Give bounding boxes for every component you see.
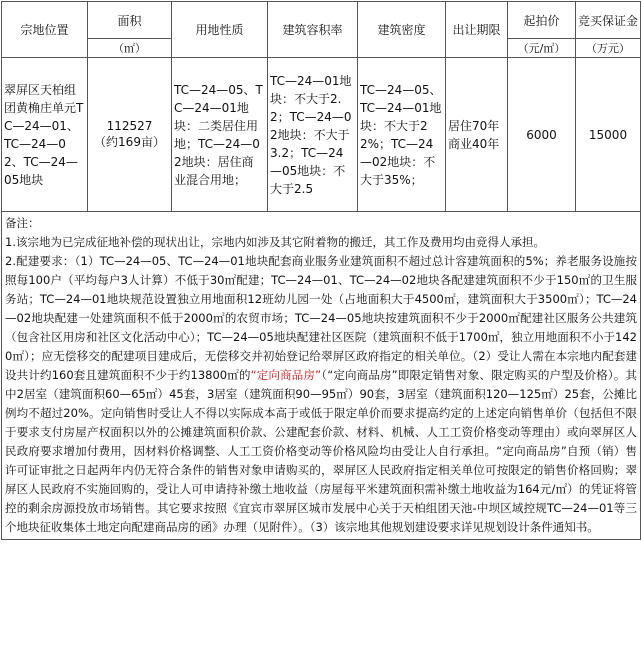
cell-deposit: 15000 <box>576 58 641 212</box>
notes-highlight-red: “定向商品房” <box>250 368 322 382</box>
cell-use: TC—24—05、TC—24—01地块：二类居住用地；TC—24—02地块：居住商业混合用地； <box>172 58 268 212</box>
area-mu: （约169亩） <box>94 135 165 149</box>
header-row <box>2 2 641 39</box>
cell-far: TC—24—01地块：不大于2.2；TC—24—02地块：不大于3.2；TC—24—05地块：不大于2.5 <box>268 58 358 212</box>
notes-title: 备注： <box>5 216 40 230</box>
notes-item-2-part-a: 2.配建要求：（1）TC—24—05、TC—24—01地块配套商业服务业建筑面积不超过总计容建筑面积的5%；养老服务设施按照每100户（平均每户3人计算）不低于30㎡配建；TC—24—01、TC—24—02地块各配建建筑面积不少于150㎡的卫生服务站；TC—24—01地块规范设置独立用地面积12班幼儿园一处（占地面积大于4500㎡，建筑面积大于3500㎡）；TC—24—02地块配建一处建筑面积不低于2000㎡的农贸市场；TC—24—05地块按建筑面积不少于2000㎡配建社区服务公共建筑（包含社区用房和社区文化活动中心）；TC—24—05地块配建社区医院（建筑面积不低于1700㎡，独立用地面积不小于1420㎡）；应无偿移交的配建项目建成后，无偿移交并初始登记给翠屏区政府指定的相关单位。（2）受让人需在本宗地内配套建设共计约160套且建筑面积不少于约13800㎡的 <box>5 254 637 382</box>
header-location: 宗地位置 <box>2 2 88 58</box>
data-row <box>2 58 641 212</box>
notes-item-2 <box>5 252 637 537</box>
cell-density: TC—24—05、TC—24—01地块：不大于22%；TC—24—02地块：不大于35%； <box>358 58 446 212</box>
notes-item-2-part-b: （“定向商品房”即限定销售对象、限定购买的户型及价格）。其中2居室（建筑面积60—65㎡）45套，3居室（建筑面积90—95㎡）90套，3居室（建筑面积120—125㎡）25套，公摊比例均不超过20%。定向销售时受让人不得以实际成本高于或低于限定单价而要求提高约定的上述定向销售单价（包括但不限于要求支付房屋产权面积以外的公摊建筑面积价款、公建配套价款、材料、机械、人工工资价格变动等理由）或向翠屏区人民政府要求增加付费用，因材料价格调整、人工工资价格变动等价格风险均由受让人自行承担。“定向商品房”自预（销）售许可证审批之日起两年内仍无符合条件的销售对象申请购买的，翠屏区人民政府指定相关单位可按限定的销售价格回购；翠屏区人民政府不实施回购的，受让人可申请持补缴土地收益（房屋每平米建筑面积需补缴土地收益为164元/㎡）的凭证将管控的剩余房源投放市场销售。其它要求按照《宜宾市翠屏区城市发展中心关于天柏组团天池-中坝区域控规TC—24—01等三个地块征收集体土地定向配建商品房的函》办理（见附件）。（3）该宗地其他规划建设要求详见规划设计条件通知书。 <box>5 368 637 534</box>
area-unit: （㎡） <box>88 39 172 58</box>
header-deposit: 竞买保证金 <box>576 2 641 39</box>
cell-term: 居住70年商业40年 <box>446 58 508 212</box>
notes-row <box>2 212 641 540</box>
header-far: 建筑容积率 <box>268 2 358 58</box>
cell-start-price: 6000 <box>508 58 576 212</box>
notes-cell <box>2 212 641 540</box>
cell-area <box>88 58 172 212</box>
header-start-price: 起拍价 <box>508 2 576 39</box>
header-density: 建筑密度 <box>358 2 446 58</box>
notes-item-1: 1.该宗地为已完成征地补偿的现状出让，宗地内如涉及其它附着物的搬迁，其工作及费用均由竞得人承担。 <box>5 235 545 249</box>
deposit-unit: （万元） <box>576 39 641 58</box>
land-auction-table <box>1 1 641 540</box>
header-use: 用地性质 <box>172 2 268 58</box>
start-price-unit: （元/㎡） <box>508 39 576 58</box>
area-value: 112527 <box>106 119 153 133</box>
cell-location: 翠屏区天柏组团黄桷庄单元TC—24—01、TC—24—02、TC—24—05地块 <box>2 58 88 212</box>
header-term: 出让期限 <box>446 2 508 58</box>
header-area: 面积 <box>88 2 172 39</box>
